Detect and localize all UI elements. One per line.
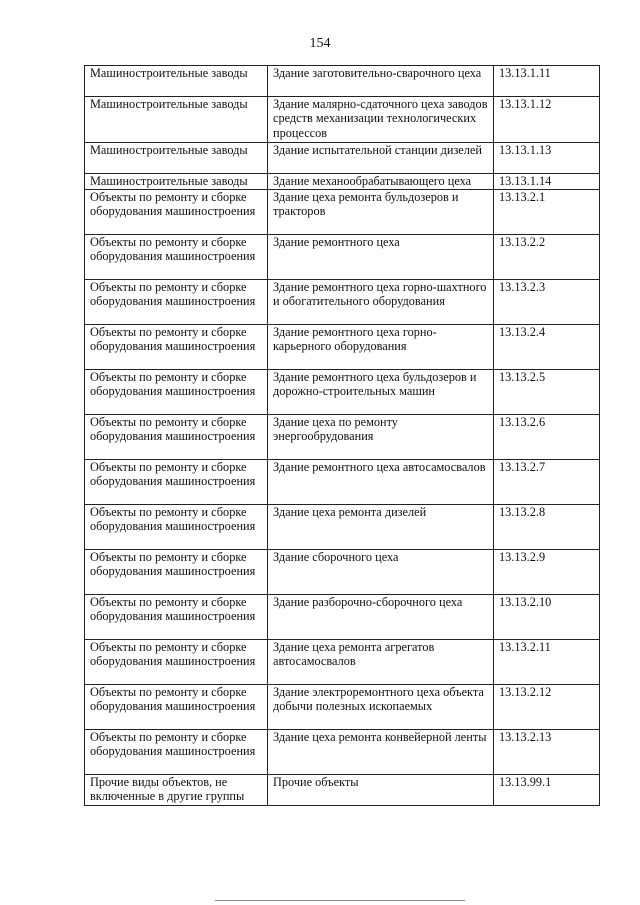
code-cell: 13.13.1.12 xyxy=(494,97,600,143)
table-row xyxy=(85,190,600,235)
code-cell: 13.13.1.11 xyxy=(494,66,600,97)
building-cell: Прочие объекты xyxy=(268,775,494,806)
table-row xyxy=(85,66,600,97)
table-body xyxy=(85,66,600,806)
building-cell: Здание цеха ремонта дизелей xyxy=(268,505,494,550)
table-row xyxy=(85,235,600,280)
object-type-cell: Объекты по ремонту и сборке оборудования машиностроения xyxy=(85,685,268,730)
building-cell: Здание ремонтного цеха бульдозеров и дорожно-строительных машин xyxy=(268,370,494,415)
table-row xyxy=(85,730,600,775)
object-type-cell: Объекты по ремонту и сборке оборудования машиностроения xyxy=(85,550,268,595)
code-cell: 13.13.2.6 xyxy=(494,415,600,460)
building-cell: Здание цеха по ремонту энергообрудования xyxy=(268,415,494,460)
object-type-cell: Объекты по ремонту и сборке оборудования машиностроения xyxy=(85,460,268,505)
table-row xyxy=(85,595,600,640)
building-cell: Здание малярно-сдаточного цеха заводов средств механизации технологических процессов xyxy=(268,97,494,143)
code-cell: 13.13.2.10 xyxy=(494,595,600,640)
object-type-cell: Объекты по ремонту и сборке оборудования машиностроения xyxy=(85,730,268,775)
object-type-cell: Объекты по ремонту и сборке оборудования машиностроения xyxy=(85,415,268,460)
object-type-cell: Машиностроительные заводы xyxy=(85,66,268,97)
code-cell: 13.13.2.7 xyxy=(494,460,600,505)
code-cell: 13.13.2.11 xyxy=(494,640,600,685)
page-number: 154 xyxy=(309,36,331,51)
building-cell: Здание ремонтного цеха xyxy=(268,235,494,280)
code-cell: 13.13.2.5 xyxy=(494,370,600,415)
table-row xyxy=(85,775,600,806)
object-type-cell: Объекты по ремонту и сборке оборудования машиностроения xyxy=(85,190,268,235)
object-type-cell: Машиностроительные заводы xyxy=(85,143,268,174)
code-cell: 13.13.2.9 xyxy=(494,550,600,595)
page-bottom-rule xyxy=(215,900,465,901)
table-row xyxy=(85,505,600,550)
object-type-cell: Машиностроительные заводы xyxy=(85,97,268,143)
table-row xyxy=(85,325,600,370)
code-cell: 13.13.2.13 xyxy=(494,730,600,775)
building-cell: Здание цеха ремонта конвейерной ленты xyxy=(268,730,494,775)
code-cell: 13.13.2.8 xyxy=(494,505,600,550)
code-cell: 13.13.2.3 xyxy=(494,280,600,325)
table-row xyxy=(85,143,600,174)
object-type-cell: Машиностроительные заводы xyxy=(85,174,268,190)
building-cell: Здание ремонтного цеха автосамосвалов xyxy=(268,460,494,505)
classification-table xyxy=(84,65,600,806)
code-cell: 13.13.2.2 xyxy=(494,235,600,280)
code-cell: 13.13.1.13 xyxy=(494,143,600,174)
table-row xyxy=(85,370,600,415)
code-cell: 13.13.1.14 xyxy=(494,174,600,190)
table-row xyxy=(85,174,600,190)
building-cell: Здание цеха ремонта бульдозеров и тракторов xyxy=(268,190,494,235)
building-cell: Здание испытательной станции дизелей xyxy=(268,143,494,174)
building-cell: Здание разборочно-сборочного цеха xyxy=(268,595,494,640)
code-cell: 13.13.2.12 xyxy=(494,685,600,730)
code-cell: 13.13.99.1 xyxy=(494,775,600,806)
building-cell: Здание заготовительно-сварочного цеха xyxy=(268,66,494,97)
table-row xyxy=(85,550,600,595)
object-type-cell: Объекты по ремонту и сборке оборудования машиностроения xyxy=(85,325,268,370)
object-type-cell: Объекты по ремонту и сборке оборудования машиностроения xyxy=(85,640,268,685)
object-type-cell: Объекты по ремонту и сборке оборудования машиностроения xyxy=(85,595,268,640)
table-row xyxy=(85,685,600,730)
object-type-cell: Объекты по ремонту и сборке оборудования машиностроения xyxy=(85,505,268,550)
building-cell: Здание сборочного цеха xyxy=(268,550,494,595)
object-type-cell: Объекты по ремонту и сборке оборудования машиностроения xyxy=(85,370,268,415)
building-cell: Здание цеха ремонта агрегатов автосамосвалов xyxy=(268,640,494,685)
table-row xyxy=(85,415,600,460)
code-cell: 13.13.2.4 xyxy=(494,325,600,370)
building-cell: Здание ремонтного цеха горно-шахтного и обогатительного оборудования xyxy=(268,280,494,325)
table-row xyxy=(85,97,600,143)
object-type-cell: Объекты по ремонту и сборке оборудования машиностроения xyxy=(85,280,268,325)
building-cell: Здание ремонтного цеха горно-карьерного оборудования xyxy=(268,325,494,370)
building-cell: Здание механообрабатывающего цеха xyxy=(268,174,494,190)
building-cell: Здание электроремонтного цеха объекта добычи полезных ископаемых xyxy=(268,685,494,730)
table-row xyxy=(85,640,600,685)
code-cell: 13.13.2.1 xyxy=(494,190,600,235)
table-row xyxy=(85,460,600,505)
object-type-cell: Объекты по ремонту и сборке оборудования машиностроения xyxy=(85,235,268,280)
object-type-cell: Прочие виды объектов, не включенные в другие группы xyxy=(85,775,268,806)
table-row xyxy=(85,280,600,325)
